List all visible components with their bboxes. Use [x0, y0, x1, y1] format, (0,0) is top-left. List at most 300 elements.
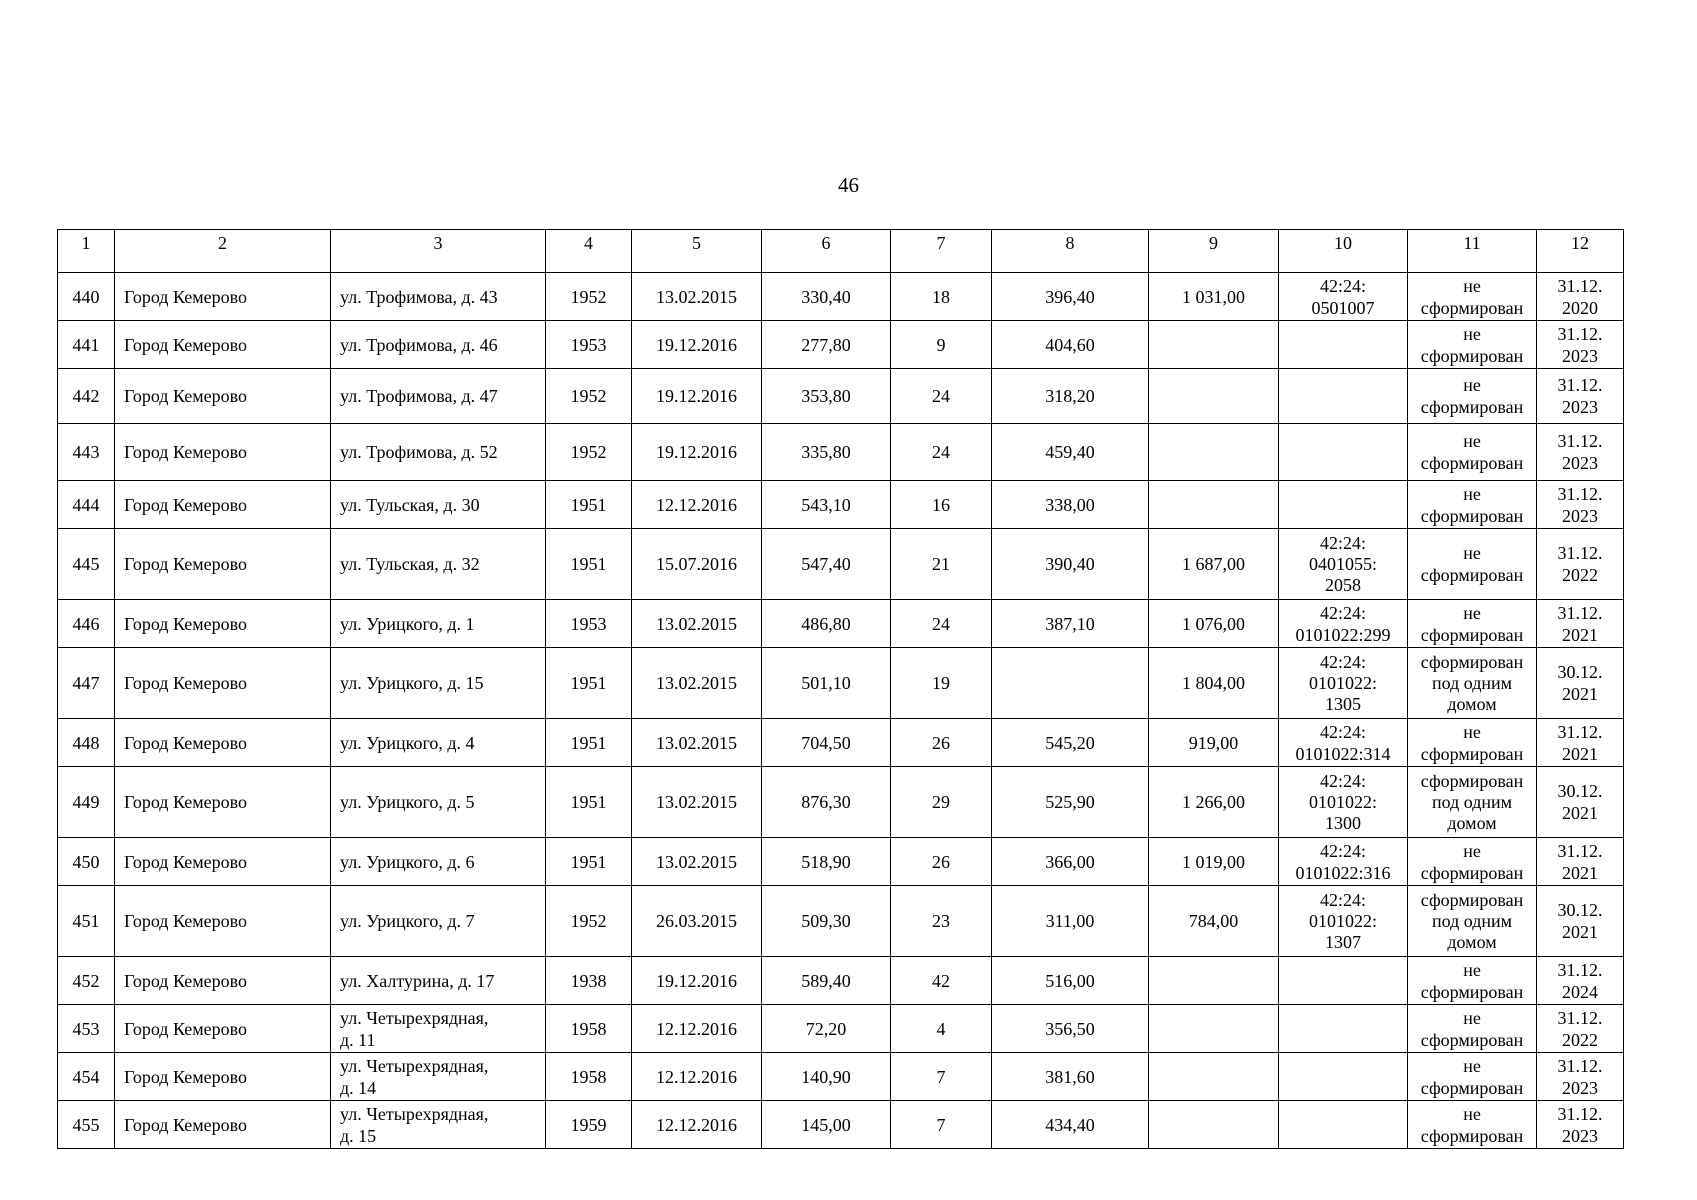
address-cell: [331, 767, 546, 838]
residents-cell: [891, 767, 992, 838]
table-row: [58, 369, 1624, 424]
row-number-cell: [58, 1101, 115, 1149]
date-cell-text: 19.12.2016: [656, 334, 737, 355]
plot-status-cell: [1408, 648, 1537, 719]
date-cell: [632, 273, 762, 321]
residents-cell: [891, 1053, 992, 1101]
column-header: 8: [992, 230, 1149, 273]
city-cell-text: Город Кемерово: [124, 554, 248, 574]
table-header-row: [58, 230, 1624, 273]
table-row: [58, 321, 1624, 369]
plot-status-cell: [1408, 957, 1537, 1005]
address-cell: [331, 600, 546, 648]
plot-area-cell: [1149, 529, 1279, 600]
build-year-cell-text: 1951: [570, 732, 607, 753]
plot-status-cell: [1408, 369, 1537, 424]
build-year-cell: [546, 321, 632, 369]
build-year-cell-text: 1951: [570, 851, 607, 872]
column-header: 10: [1279, 230, 1408, 273]
date-cell-text: 19.12.2016: [656, 386, 737, 406]
area-land-cell: [992, 719, 1149, 767]
residents-cell: [891, 1005, 992, 1053]
build-year-cell-text: 1951: [570, 554, 607, 574]
date-cell: [632, 424, 762, 481]
deadline-cell-text: 31.12. 2024: [1557, 959, 1603, 1002]
column-header: 3: [331, 230, 546, 273]
deadline-cell: [1537, 957, 1624, 1005]
area-total-cell: [762, 1053, 891, 1101]
city-cell-text: Город Кемерово: [124, 494, 248, 515]
area-total-cell-text: 876,30: [801, 792, 851, 812]
row-number-cell: [58, 838, 115, 886]
plot-area-cell: [1149, 273, 1279, 321]
address-cell: [331, 424, 546, 481]
area-land-cell-text: 338,00: [1045, 494, 1095, 515]
cadastral-number-cell-text: 42:24: 0101022: 1300: [1308, 770, 1377, 833]
area-land-cell: [992, 600, 1149, 648]
area-land-cell: [992, 767, 1149, 838]
area-land-cell-text: 525,90: [1045, 792, 1095, 812]
area-total-cell: [762, 886, 891, 957]
address-cell: [331, 648, 546, 719]
plot-status-cell: [1408, 273, 1537, 321]
residents-cell: [891, 369, 992, 424]
address-cell: [331, 273, 546, 321]
date-cell-text: 12.12.2016: [656, 1066, 737, 1087]
area-total-cell: [762, 719, 891, 767]
deadline-cell-text: 30.12. 2021: [1557, 900, 1603, 942]
area-land-cell-text: 396,40: [1045, 286, 1095, 307]
address-cell-text: ул. Четырехрядная, д. 15: [340, 1103, 489, 1146]
area-total-cell-text: 518,90: [801, 851, 851, 872]
plot-area-cell-text: 1 266,00: [1182, 792, 1245, 812]
plot-area-cell-text: 1 076,00: [1182, 613, 1245, 634]
city-cell: [115, 1101, 331, 1149]
city-cell-text: Город Кемерово: [124, 732, 248, 753]
residents-cell-text: 29: [932, 792, 950, 812]
table-row: [58, 767, 1624, 838]
residents-cell: [891, 481, 992, 529]
area-land-cell: [992, 1053, 1149, 1101]
row-number-cell: [58, 1005, 115, 1053]
date-cell: [632, 321, 762, 369]
table-body: [58, 273, 1624, 1149]
deadline-cell: [1537, 600, 1624, 648]
plot-area-cell: [1149, 886, 1279, 957]
cadastral-number-cell: [1279, 767, 1408, 838]
row-number-cell-text: 454: [72, 1066, 100, 1087]
date-cell-text: 13.02.2015: [656, 673, 737, 693]
build-year-cell-text: 1938: [570, 970, 607, 991]
plot-area-cell: [1149, 767, 1279, 838]
row-number-cell: [58, 600, 115, 648]
plot-status-cell: [1408, 1005, 1537, 1053]
deadline-cell: [1537, 369, 1624, 424]
area-total-cell: [762, 957, 891, 1005]
address-cell-text: ул. Трофимова, д. 43: [340, 286, 498, 307]
city-cell: [115, 957, 331, 1005]
deadline-cell: [1537, 1101, 1624, 1149]
plot-area-cell: [1149, 1005, 1279, 1053]
address-cell-text: ул. Урицкого, д. 7: [340, 911, 475, 931]
row-number-cell-text: 448: [72, 732, 100, 753]
row-number-cell-text: 446: [72, 613, 100, 634]
deadline-cell: [1537, 424, 1624, 481]
city-cell-text: Город Кемерово: [124, 286, 248, 307]
area-total-cell: [762, 767, 891, 838]
plot-status-cell-text: не сформирован: [1420, 431, 1524, 473]
plot-status-cell: [1408, 767, 1537, 838]
build-year-cell: [546, 529, 632, 600]
plot-status-cell: [1408, 838, 1537, 886]
area-total-cell-text: 509,30: [801, 911, 851, 931]
date-cell-text: 13.02.2015: [656, 613, 737, 634]
plot-status-cell-text: не сформирован: [1420, 1103, 1524, 1146]
row-number-cell: [58, 648, 115, 719]
deadline-cell-text: 30.12. 2021: [1557, 781, 1603, 823]
table-row: [58, 481, 1624, 529]
cadastral-number-cell-text: 42:24: 0101022:316: [1295, 840, 1391, 883]
residents-cell-text: 19: [932, 673, 950, 693]
city-cell-text: Город Кемерово: [124, 613, 248, 634]
deadline-cell: [1537, 719, 1624, 767]
cadastral-number-cell: [1279, 529, 1408, 600]
area-total-cell: [762, 481, 891, 529]
residents-cell: [891, 321, 992, 369]
address-cell: [331, 369, 546, 424]
build-year-cell-text: 1951: [570, 494, 607, 515]
column-header: 4: [546, 230, 632, 273]
deadline-cell-text: 30.12. 2021: [1557, 662, 1603, 704]
build-year-cell: [546, 719, 632, 767]
deadline-cell-text: 31.12. 2022: [1557, 1007, 1603, 1050]
plot-status-cell: [1408, 321, 1537, 369]
area-total-cell-text: 704,50: [801, 732, 851, 753]
table-row: [58, 424, 1624, 481]
deadline-cell: [1537, 481, 1624, 529]
deadline-cell-text: 31.12. 2020: [1557, 275, 1603, 318]
cadastral-number-cell: [1279, 369, 1408, 424]
column-header: 2: [115, 230, 331, 273]
area-land-cell-text: 387,10: [1045, 613, 1095, 634]
row-number-cell: [58, 719, 115, 767]
build-year-cell: [546, 886, 632, 957]
table-row: [58, 600, 1624, 648]
area-total-cell-text: 501,10: [801, 673, 851, 693]
address-cell: [331, 838, 546, 886]
cadastral-number-cell: [1279, 648, 1408, 719]
date-cell-text: 12.12.2016: [656, 1018, 737, 1039]
area-land-cell: [992, 369, 1149, 424]
build-year-cell: [546, 1101, 632, 1149]
area-total-cell-text: 543,10: [801, 494, 851, 515]
plot-area-cell: [1149, 369, 1279, 424]
plot-area-cell: [1149, 957, 1279, 1005]
plot-status-cell-text: не сформирован: [1420, 1007, 1524, 1050]
area-land-cell-text: 318,20: [1045, 386, 1095, 406]
city-cell: [115, 424, 331, 481]
area-land-cell: [992, 424, 1149, 481]
residents-cell-text: 26: [932, 732, 950, 753]
build-year-cell-text: 1952: [570, 911, 607, 931]
area-total-cell-text: 330,40: [801, 286, 851, 307]
deadline-cell-text: 31.12. 2021: [1557, 840, 1603, 883]
address-cell-text: ул. Урицкого, д. 5: [340, 792, 475, 812]
housing-registry-table: [57, 229, 1624, 1149]
city-cell: [115, 767, 331, 838]
plot-area-cell-text: 1 804,00: [1182, 673, 1245, 693]
deadline-cell-text: 31.12. 2023: [1557, 1055, 1603, 1098]
city-cell-text: Город Кемерово: [124, 970, 248, 991]
cadastral-number-cell-text: 42:24: 0101022: 1305: [1308, 651, 1377, 714]
plot-status-cell-text: сформирован под одним домом: [1420, 889, 1524, 952]
address-cell-text: ул. Урицкого, д. 4: [340, 732, 475, 753]
residents-cell: [891, 1101, 992, 1149]
deadline-cell-text: 31.12. 2021: [1557, 602, 1603, 645]
plot-status-cell-text: не сформирован: [1420, 323, 1524, 366]
table-row: [58, 529, 1624, 600]
deadline-cell: [1537, 838, 1624, 886]
build-year-cell-text: 1953: [570, 613, 607, 634]
deadline-cell-text: 31.12. 2023: [1557, 375, 1603, 417]
build-year-cell: [546, 600, 632, 648]
table-row: [58, 838, 1624, 886]
build-year-cell: [546, 273, 632, 321]
area-land-cell: [992, 957, 1149, 1005]
plot-status-cell: [1408, 481, 1537, 529]
row-number-cell-text: 449: [72, 792, 100, 812]
area-total-cell: [762, 1005, 891, 1053]
residents-cell: [891, 273, 992, 321]
area-total-cell: [762, 273, 891, 321]
build-year-cell: [546, 648, 632, 719]
date-cell: [632, 838, 762, 886]
plot-area-cell: [1149, 1053, 1279, 1101]
date-cell-text: 26.03.2015: [656, 911, 737, 931]
city-cell: [115, 719, 331, 767]
residents-cell-text: 26: [932, 851, 950, 872]
plot-area-cell-text: 784,00: [1188, 911, 1239, 931]
residents-cell-text: 16: [932, 494, 950, 515]
area-land-cell: [992, 838, 1149, 886]
city-cell: [115, 273, 331, 321]
area-land-cell-text: 434,40: [1045, 1114, 1095, 1135]
plot-area-cell: [1149, 1101, 1279, 1149]
area-total-cell: [762, 529, 891, 600]
build-year-cell: [546, 957, 632, 1005]
residents-cell-text: 7: [936, 1114, 946, 1135]
residents-cell-text: 24: [932, 442, 950, 462]
plot-area-cell: [1149, 600, 1279, 648]
residents-cell-text: 24: [932, 613, 950, 634]
address-cell-text: ул. Трофимова, д. 52: [340, 442, 498, 462]
city-cell-text: Город Кемерово: [124, 442, 248, 462]
row-number-cell-text: 452: [72, 970, 100, 991]
plot-status-cell-text: не сформирован: [1420, 1055, 1524, 1098]
plot-status-cell-text: не сформирован: [1420, 840, 1524, 883]
deadline-cell-text: 31.12. 2023: [1557, 1103, 1603, 1146]
row-number-cell-text: 445: [72, 554, 100, 574]
plot-status-cell-text: не сформирован: [1420, 959, 1524, 1002]
row-number-cell-text: 451: [72, 911, 100, 931]
date-cell: [632, 1053, 762, 1101]
cadastral-number-cell: [1279, 1005, 1408, 1053]
row-number-cell: [58, 767, 115, 838]
address-cell: [331, 1101, 546, 1149]
row-number-cell: [58, 273, 115, 321]
address-cell: [331, 321, 546, 369]
deadline-cell-text: 31.12. 2023: [1557, 431, 1603, 473]
address-cell-text: ул. Урицкого, д. 6: [340, 851, 475, 872]
column-header: 6: [762, 230, 891, 273]
area-total-cell-text: 335,80: [801, 442, 851, 462]
residents-cell-text: 9: [936, 334, 946, 355]
date-cell-text: 12.12.2016: [656, 1114, 737, 1135]
address-cell: [331, 719, 546, 767]
area-land-cell-text: 311,00: [1045, 911, 1095, 931]
date-cell: [632, 886, 762, 957]
cadastral-number-cell-text: 42:24: 0101022:299: [1295, 602, 1391, 645]
deadline-cell: [1537, 886, 1624, 957]
build-year-cell: [546, 838, 632, 886]
column-header: 11: [1408, 230, 1537, 273]
date-cell-text: 13.02.2015: [656, 851, 737, 872]
residents-cell: [891, 838, 992, 886]
date-cell-text: 19.12.2016: [656, 970, 737, 991]
build-year-cell-text: 1958: [570, 1018, 607, 1039]
city-cell-text: Город Кемерово: [124, 1066, 248, 1087]
address-cell-text: ул. Четырехрядная, д. 14: [340, 1055, 489, 1098]
residents-cell-text: 23: [932, 911, 950, 931]
city-cell: [115, 1005, 331, 1053]
row-number-cell: [58, 369, 115, 424]
cadastral-number-cell: [1279, 719, 1408, 767]
area-total-cell: [762, 648, 891, 719]
area-land-cell: [992, 273, 1149, 321]
deadline-cell: [1537, 321, 1624, 369]
build-year-cell-text: 1951: [570, 673, 607, 693]
row-number-cell: [58, 481, 115, 529]
address-cell-text: ул. Тульская, д. 32: [340, 554, 480, 574]
cadastral-number-cell: [1279, 600, 1408, 648]
row-number-cell: [58, 529, 115, 600]
area-total-cell-text: 547,40: [801, 554, 851, 574]
area-total-cell: [762, 424, 891, 481]
area-total-cell-text: 72,20: [805, 1018, 847, 1039]
build-year-cell: [546, 1005, 632, 1053]
plot-status-cell-text: сформирован под одним домом: [1420, 651, 1524, 714]
city-cell: [115, 648, 331, 719]
cadastral-number-cell-text: 42:24: 0501007: [1311, 275, 1375, 318]
table-row: [58, 957, 1624, 1005]
address-cell: [331, 957, 546, 1005]
date-cell-text: 13.02.2015: [656, 732, 737, 753]
city-cell: [115, 600, 331, 648]
area-land-cell-text: 366,00: [1045, 851, 1095, 872]
date-cell-text: 13.02.2015: [656, 286, 737, 307]
date-cell: [632, 648, 762, 719]
cadastral-number-cell: [1279, 321, 1408, 369]
table-row: [58, 273, 1624, 321]
city-cell-text: Город Кемерово: [124, 386, 248, 406]
area-land-cell-text: 381,60: [1045, 1066, 1095, 1087]
build-year-cell: [546, 1053, 632, 1101]
build-year-cell-text: 1953: [570, 334, 607, 355]
area-land-cell: [992, 648, 1149, 719]
address-cell-text: ул. Трофимова, д. 46: [340, 334, 498, 355]
deadline-cell-text: 31.12. 2023: [1557, 483, 1603, 526]
build-year-cell-text: 1952: [570, 386, 607, 406]
residents-cell-text: 24: [932, 386, 950, 406]
area-total-cell: [762, 1101, 891, 1149]
address-cell-text: ул. Четырехрядная, д. 11: [340, 1007, 489, 1050]
row-number-cell: [58, 957, 115, 1005]
address-cell-text: ул. Урицкого, д. 1: [340, 613, 475, 634]
residents-cell: [891, 424, 992, 481]
residents-cell-text: 7: [936, 1066, 946, 1087]
date-cell: [632, 719, 762, 767]
plot-status-cell-text: не сформирован: [1420, 543, 1524, 585]
area-total-cell: [762, 321, 891, 369]
city-cell: [115, 481, 331, 529]
date-cell-text: 19.12.2016: [656, 442, 737, 462]
deadline-cell: [1537, 648, 1624, 719]
address-cell: [331, 529, 546, 600]
residents-cell: [891, 886, 992, 957]
row-number-cell-text: 455: [72, 1114, 100, 1135]
row-number-cell-text: 444: [72, 494, 100, 515]
residents-cell: [891, 529, 992, 600]
area-land-cell-text: 516,00: [1045, 970, 1095, 991]
cadastral-number-cell: [1279, 1053, 1408, 1101]
area-land-cell: [992, 529, 1149, 600]
date-cell: [632, 1005, 762, 1053]
residents-cell: [891, 957, 992, 1005]
plot-status-cell-text: не сформирован: [1420, 721, 1524, 764]
address-cell: [331, 1005, 546, 1053]
area-total-cell-text: 277,80: [801, 334, 851, 355]
build-year-cell-text: 1959: [570, 1114, 607, 1135]
build-year-cell: [546, 481, 632, 529]
cadastral-number-cell: [1279, 957, 1408, 1005]
city-cell-text: Город Кемерово: [124, 1114, 248, 1135]
city-cell-text: Город Кемерово: [124, 1018, 248, 1039]
address-cell-text: ул. Трофимова, д. 47: [340, 386, 498, 406]
row-number-cell-text: 443: [72, 442, 100, 462]
row-number-cell-text: 447: [72, 673, 100, 693]
area-total-cell-text: 589,40: [801, 970, 851, 991]
row-number-cell: [58, 886, 115, 957]
build-year-cell: [546, 369, 632, 424]
city-cell: [115, 529, 331, 600]
column-header: 1: [58, 230, 115, 273]
row-number-cell-text: 442: [72, 386, 100, 406]
row-number-cell: [58, 321, 115, 369]
plot-status-cell-text: не сформирован: [1420, 275, 1524, 318]
date-cell: [632, 369, 762, 424]
deadline-cell-text: 31.12. 2023: [1557, 323, 1603, 366]
row-number-cell-text: 441: [72, 334, 100, 355]
deadline-cell: [1537, 767, 1624, 838]
area-total-cell-text: 145,00: [801, 1114, 851, 1135]
row-number-cell: [58, 1053, 115, 1101]
plot-status-cell-text: сформирован под одним домом: [1420, 770, 1524, 833]
plot-status-cell-text: не сформирован: [1420, 602, 1524, 645]
row-number-cell-text: 450: [72, 851, 100, 872]
residents-cell-text: 4: [936, 1018, 946, 1039]
plot-area-cell-text: 1 687,00: [1182, 554, 1245, 574]
table-row: [58, 1005, 1624, 1053]
